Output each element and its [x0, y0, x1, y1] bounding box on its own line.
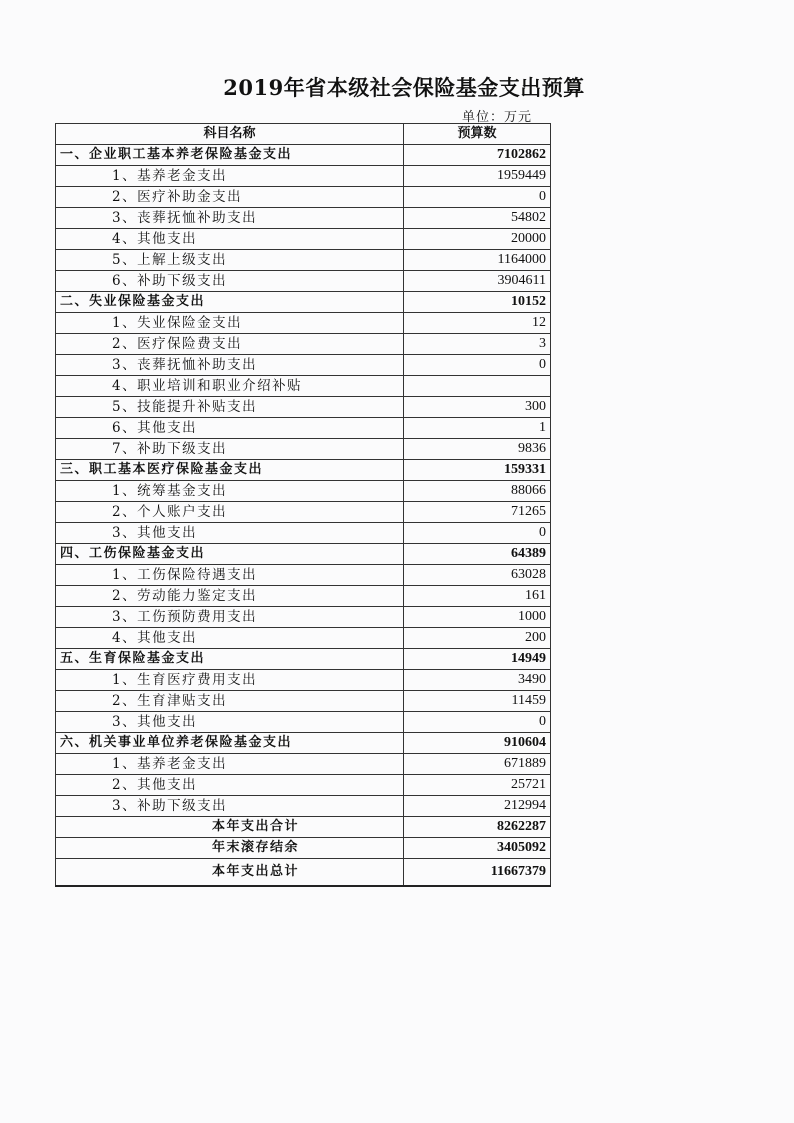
table-row: [56, 334, 551, 355]
row-budget-amount: 300: [404, 397, 551, 418]
row-item-name: 本年支出总计: [56, 859, 404, 887]
row-budget-amount: 20000: [404, 229, 551, 250]
row-item-name: 1、失业保险金支出: [56, 313, 404, 334]
row-budget-amount: 0: [404, 187, 551, 208]
row-item-name: 3、工伤预防费用支出: [56, 607, 404, 628]
budget-table: [55, 123, 551, 887]
row-budget-amount: 1: [404, 418, 551, 439]
row-budget-amount: 12: [404, 313, 551, 334]
row-budget-amount: 0: [404, 355, 551, 376]
row-item-name: 6、其他支出: [56, 418, 404, 439]
row-item-name: 4、其他支出: [56, 628, 404, 649]
row-budget-amount: 1164000: [404, 250, 551, 271]
row-item-name: 二、失业保险基金支出: [56, 292, 404, 313]
row-item-name: 3、其他支出: [56, 523, 404, 544]
row-item-name: 5、上解上级支出: [56, 250, 404, 271]
budget-table-container: [55, 123, 550, 887]
table-row: [56, 355, 551, 376]
table-row: [56, 271, 551, 292]
row-item-name: 3、丧葬抚恤补助支出: [56, 355, 404, 376]
table-row: [56, 439, 551, 460]
row-item-name: 六、机关事业单位养老保险基金支出: [56, 733, 404, 754]
row-budget-amount: 10152: [404, 292, 551, 313]
row-budget-amount: 3490: [404, 670, 551, 691]
row-budget-amount: [404, 376, 551, 397]
row-item-name: 四、工伤保险基金支出: [56, 544, 404, 565]
table-row: [56, 586, 551, 607]
table-row: [56, 418, 551, 439]
row-budget-amount: 3405092: [404, 838, 551, 859]
table-row: [56, 712, 551, 733]
table-row: [56, 817, 551, 838]
row-budget-amount: 0: [404, 523, 551, 544]
row-budget-amount: 71265: [404, 502, 551, 523]
table-row: [56, 565, 551, 586]
row-item-name: 2、医疗保险费支出: [56, 334, 404, 355]
row-item-name: 1、基养老金支出: [56, 754, 404, 775]
row-item-name: 1、工伤保险待遇支出: [56, 565, 404, 586]
row-item-name: 2、个人账户支出: [56, 502, 404, 523]
row-item-name: 三、职工基本医疗保险基金支出: [56, 460, 404, 481]
row-budget-amount: 9836: [404, 439, 551, 460]
row-budget-amount: 671889: [404, 754, 551, 775]
row-budget-amount: 14949: [404, 649, 551, 670]
row-item-name: 7、补助下级支出: [56, 439, 404, 460]
table-row: [56, 691, 551, 712]
row-budget-amount: 0: [404, 712, 551, 733]
table-row: [56, 796, 551, 817]
table-row: [56, 187, 551, 208]
row-budget-amount: 54802: [404, 208, 551, 229]
row-item-name: 6、补助下级支出: [56, 271, 404, 292]
table-row: [56, 775, 551, 796]
row-item-name: 3、丧葬抚恤补助支出: [56, 208, 404, 229]
row-budget-amount: 3: [404, 334, 551, 355]
row-item-name: 2、其他支出: [56, 775, 404, 796]
table-row: [56, 208, 551, 229]
row-budget-amount: 88066: [404, 481, 551, 502]
header-budget-amount: 预算数: [404, 124, 551, 145]
table-row: [56, 733, 551, 754]
row-budget-amount: 11667379: [404, 859, 551, 887]
table-row: [56, 376, 551, 397]
header-item-name: 科目名称: [56, 124, 404, 145]
table-row: [56, 670, 551, 691]
row-item-name: 1、统筹基金支出: [56, 481, 404, 502]
table-row: [56, 250, 551, 271]
table-row: [56, 523, 551, 544]
table-row: [56, 502, 551, 523]
row-budget-amount: 1959449: [404, 166, 551, 187]
row-item-name: 3、补助下级支出: [56, 796, 404, 817]
row-budget-amount: 25721: [404, 775, 551, 796]
row-item-name: 3、其他支出: [56, 712, 404, 733]
table-header-row: [56, 124, 551, 145]
table-row: [56, 838, 551, 859]
table-row: [56, 544, 551, 565]
row-item-name: 2、劳动能力鉴定支出: [56, 586, 404, 607]
row-item-name: 五、生育保险基金支出: [56, 649, 404, 670]
row-budget-amount: 1000: [404, 607, 551, 628]
row-item-name: 5、技能提升补贴支出: [56, 397, 404, 418]
unit-label: 单位：万元: [462, 110, 533, 125]
table-row: [56, 628, 551, 649]
row-budget-amount: 910604: [404, 733, 551, 754]
row-item-name: 1、生育医疗费用支出: [56, 670, 404, 691]
table-body: [56, 145, 551, 887]
table-row: [56, 754, 551, 775]
row-item-name: 2、生育津贴支出: [56, 691, 404, 712]
document-title: 2019年省本级社会保险基金支出预算: [223, 75, 585, 100]
table-row: [56, 607, 551, 628]
table-row: [56, 313, 551, 334]
row-budget-amount: 159331: [404, 460, 551, 481]
table-row: [56, 859, 551, 887]
table-row: [56, 397, 551, 418]
table-row: [56, 145, 551, 166]
table-row: [56, 292, 551, 313]
row-budget-amount: 8262287: [404, 817, 551, 838]
row-budget-amount: 3904611: [404, 271, 551, 292]
table-row: [56, 166, 551, 187]
row-budget-amount: 200: [404, 628, 551, 649]
row-budget-amount: 161: [404, 586, 551, 607]
row-item-name: 4、其他支出: [56, 229, 404, 250]
row-item-name: 4、职业培训和职业介绍补贴: [56, 376, 404, 397]
table-row: [56, 460, 551, 481]
row-budget-amount: 63028: [404, 565, 551, 586]
row-budget-amount: 212994: [404, 796, 551, 817]
row-budget-amount: 11459: [404, 691, 551, 712]
table-row: [56, 229, 551, 250]
row-item-name: 1、基养老金支出: [56, 166, 404, 187]
row-item-name: 一、企业职工基本养老保险基金支出: [56, 145, 404, 166]
table-row: [56, 481, 551, 502]
row-budget-amount: 64389: [404, 544, 551, 565]
table-row: [56, 649, 551, 670]
row-item-name: 本年支出合计: [56, 817, 404, 838]
row-item-name: 2、医疗补助金支出: [56, 187, 404, 208]
row-item-name: 年末滚存结余: [56, 838, 404, 859]
row-budget-amount: 7102862: [404, 145, 551, 166]
